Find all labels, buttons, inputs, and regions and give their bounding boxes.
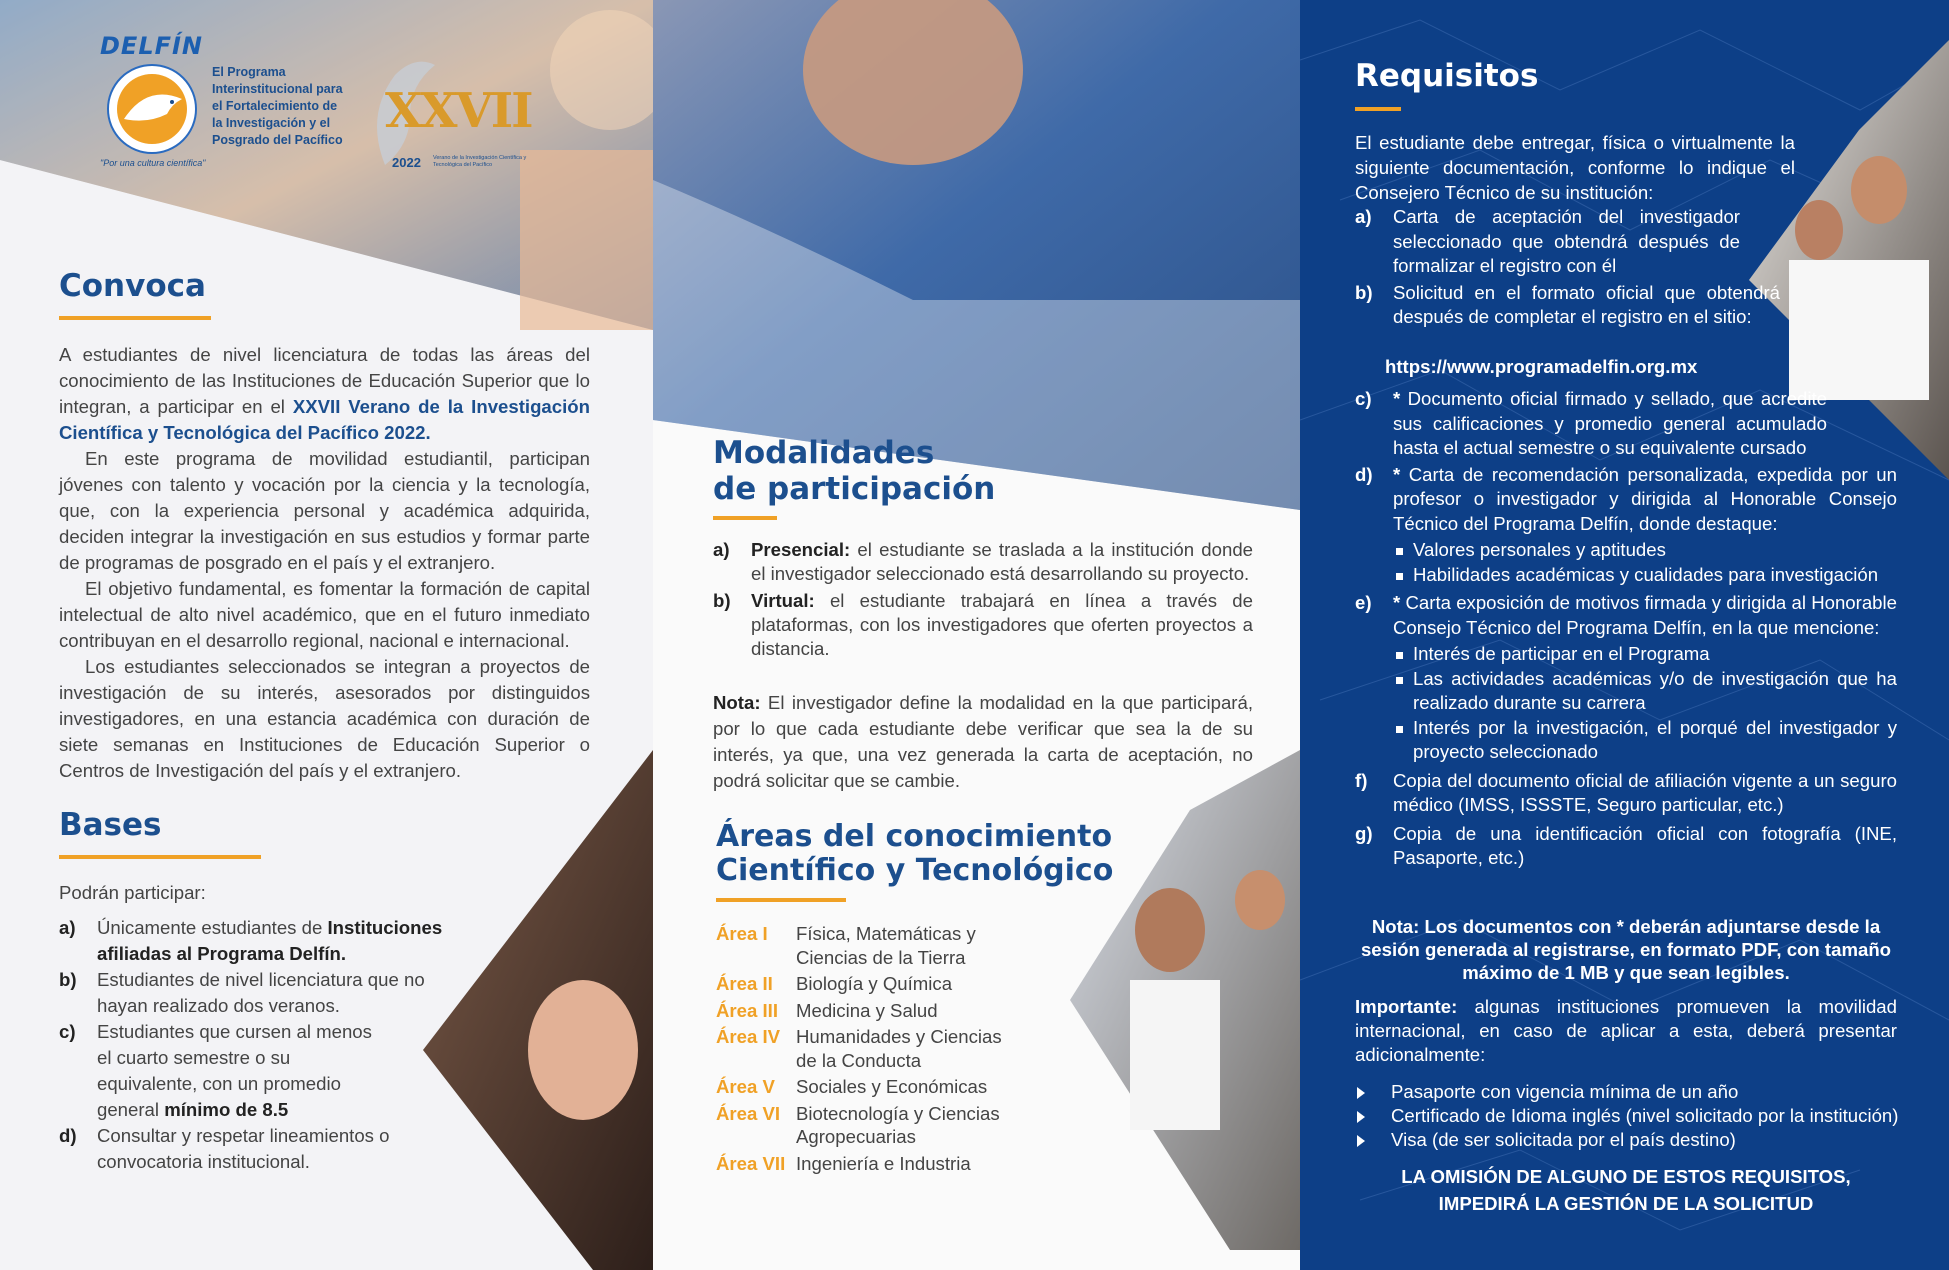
area-item: Área IV Humanidades y Ciencias de la Conducta <box>716 1026 1002 1071</box>
intl-item: Pasaporte con vigencia mínima de un año <box>1355 1080 1915 1104</box>
requisito-g: g) Copia de una identificación oficial con fotografía (INE, Pasaporte, etc.) <box>1355 822 1897 868</box>
requisito-c: c) * Documento oficial firmado y sellado, que acredite sus calificaciones y promedio general acumulado hasta el actual semestre o su equivalente cursado <box>1355 388 1827 458</box>
bullet-item: Interés de participar en el Programa <box>1393 642 1897 667</box>
bullet-item: Interés por la investigación, el porqué del investigador y proyecto seleccionado <box>1393 716 1897 765</box>
modalidad-virtual: b) Virtual: el estudiante trabajará en línea a través de plataformas, con los investigadores que oferten proyectos a distancia. <box>713 590 1253 659</box>
requisitos-internacional <box>1355 1080 1915 1152</box>
convoca-p4: Los estudiantes seleccionados se integran a proyectos de investigación de su interés, asesorados por distinguidos investigadores, en una estancia académica con duración de siete semanas en Instituciones de Educación Superior o Centros de Investigación del país y el extranjero. <box>59 656 590 781</box>
convoca-title: Convoca <box>59 268 206 304</box>
panel-requisitos <box>1300 0 1949 1270</box>
convoca-p3: El objetivo fundamental, es fomentar la formación de capital intelectual de alto nivel académico, que en el futuro inmediato contribuyan en el desarrollo regional, nacional e internacional. <box>59 578 590 651</box>
logo-motto: "Por una cultura científica" <box>100 158 206 168</box>
area-item: Área II Biología y Química <box>716 973 953 994</box>
bullet-item: Valores personales y aptitudes <box>1393 538 1897 563</box>
areas-title: Áreas del conocimiento Científico y Tecnológico <box>716 819 1114 888</box>
requisito-e: e) * Carta exposición de motivos firmada y dirigida al Honorable Consejo Técnico del Programa Delfín, en la que mencione: Interés de participar en el Programa Las actividades académicas y/o de investigación que ha realizado durante su carrera Interés por la investigación, el porqué del investigador y proyecto seleccionado <box>1355 591 1897 765</box>
requisito-b: b) Solicitud en el formato oficial que obtendrá después de completar el registro en el sitio: <box>1355 281 1780 327</box>
requisito-a: a) Carta de aceptación del investigador seleccionado que obtendrá después de formalizar el registro con él <box>1355 206 1740 276</box>
requisitos-list-cdefg <box>1355 387 1897 871</box>
modalidades-list <box>713 538 1253 661</box>
intl-item: Certificado de Idioma inglés (nivel solicitado por la institución) <box>1355 1104 1915 1128</box>
areas-underline <box>716 898 846 902</box>
bases-title: Bases <box>59 807 162 843</box>
convoca-body <box>59 342 590 784</box>
convoca-underline <box>59 316 211 320</box>
panel-convoca-bases <box>0 0 653 1270</box>
requisitos-nota: Nota: Los documentos con * deberán adjuntarse desde la sesión generada al registrarse, en formato PDF, con tamaño máximo de 1 MB y que sean legibles. <box>1360 916 1892 983</box>
requisito-e-bullets <box>1393 642 1897 765</box>
area-item: Área III Medicina y Salud <box>716 999 938 1021</box>
bases-list <box>59 915 444 1175</box>
bases-item-c: c) Estudiantes que cursen al menos el cuarto semestre o su equivalente, con un promedio general mínimo de 8.5 <box>59 1021 372 1120</box>
areas-list <box>716 922 1046 1175</box>
requisitos-underline <box>1355 107 1401 111</box>
panel-modalidades-areas <box>653 0 1300 1270</box>
modalidades-title: Modalidades de participación <box>713 435 996 507</box>
convoca-p2: En este programa de movilidad estudiantil, participan jóvenes con talento y vocación por la ciencia y la tecnología, que, con la experiencia personal y académica adquirida, deciden integrar la investigación en sus estudios y formar parte de programas de posgrado en el país y el extranjero. <box>59 448 590 573</box>
edition-year: 2022 <box>392 155 421 170</box>
intl-item: Visa (de ser solicitada por el país destino) <box>1355 1128 1915 1152</box>
dolphin-icon <box>102 64 202 154</box>
requisitos-intro: El estudiante debe entregar, física o virtualmente la siguiente documentación, conforme lo indique el Consejero Técnico de su institución: <box>1355 132 1795 203</box>
modalidades-underline <box>713 516 777 520</box>
edition-logo <box>355 55 540 185</box>
convoca-p1: A estudiantes de nivel licenciatura de todas las áreas del conocimiento de las Instituciones de Educación Superior que lo integran, a participar en el XXVII Verano de la Investigación Científica y Tecnológica del Pacífico 2022. <box>59 344 591 443</box>
requisito-d-bullets <box>1393 538 1897 587</box>
area-item: Área VI Biotecnología y Ciencias Agropecuarias <box>716 1102 1000 1147</box>
requisitos-importante: Importante: algunas instituciones promueven la movilidad internacional, en caso de aplicar a esta, deberá presentar adicionalmente: <box>1355 996 1897 1065</box>
requisitos-warning: LA OMISIÓN DE ALGUNO DE ESTOS REQUISITOS, IMPEDIRÁ LA GESTIÓN DE LA SOLICITUD <box>1401 1166 1851 1214</box>
programa-delfin-link[interactable]: https://www.programadelfin.org.mx <box>1385 356 1698 377</box>
modalidad-presencial: a) Presencial: el estudiante se traslada a la institución donde el investigador seleccionado está desarrollando su proyecto. <box>713 539 1253 584</box>
area-item: Área I Física, Matemáticas y Ciencias de la Tierra <box>716 923 976 968</box>
edition-caption: Verano de la Investigación Científica y Tecnológica del Pacífico <box>433 155 527 168</box>
area-item: Área VII Ingeniería e Industria <box>716 1152 971 1174</box>
bases-intro: Podrán participar: <box>59 882 206 903</box>
area-item: Área V Sociales y Económicas <box>716 1076 988 1097</box>
edition-numeral: XXVII <box>385 83 532 139</box>
requisitos-list-ab <box>1355 205 1780 330</box>
modalidades-nota: Nota: El investigador define la modalidad en la que participará, por lo que cada estudiante debe verificar que sea la de su interés, ya que, una vez generada la carta de aceptación, no podrá solicitar que se cambie. <box>713 692 1253 791</box>
program-name: El Programa Interinstitucional para el Fortalecimiento de la Investigación y el Posgrado del Pacífico <box>212 65 343 147</box>
student-photo-woman <box>413 750 653 1270</box>
requisito-f: f) Copia del documento oficial de afiliación vigente a un seguro médico (IMSS, ISSSTE, Seguro particular, etc.) <box>1355 769 1897 815</box>
bases-item-b: b) Estudiantes de nivel licenciatura que no hayan realizado dos veranos. <box>59 969 425 1016</box>
bases-underline <box>59 855 261 859</box>
bases-item-a: a) Únicamente estudiantes de Instituciones afiliadas al Programa Delfín. <box>59 917 443 964</box>
logo-brand: DELFÍN <box>100 32 204 60</box>
students-group-photo <box>1060 750 1300 1270</box>
bullet-item: Las actividades académicas y/o de investigación que ha realizado durante su carrera <box>1393 667 1897 716</box>
requisito-d: d) * Carta de recomendación personalizada, expedida por un profesor o investigador y dirigida al Honorable Consejo Técnico del Programa Delfín, donde destaque: Valores personales y aptitudes Habilidades académicas y cualidades para investigación <box>1355 463 1897 588</box>
bullet-item: Habilidades académicas y cualidades para investigación <box>1393 563 1897 588</box>
delfin-logo <box>100 32 210 172</box>
bases-item-d: d) Consultar y respetar lineamientos o convocatoria institucional. <box>59 1125 390 1172</box>
requisitos-title: Requisitos <box>1355 58 1539 94</box>
